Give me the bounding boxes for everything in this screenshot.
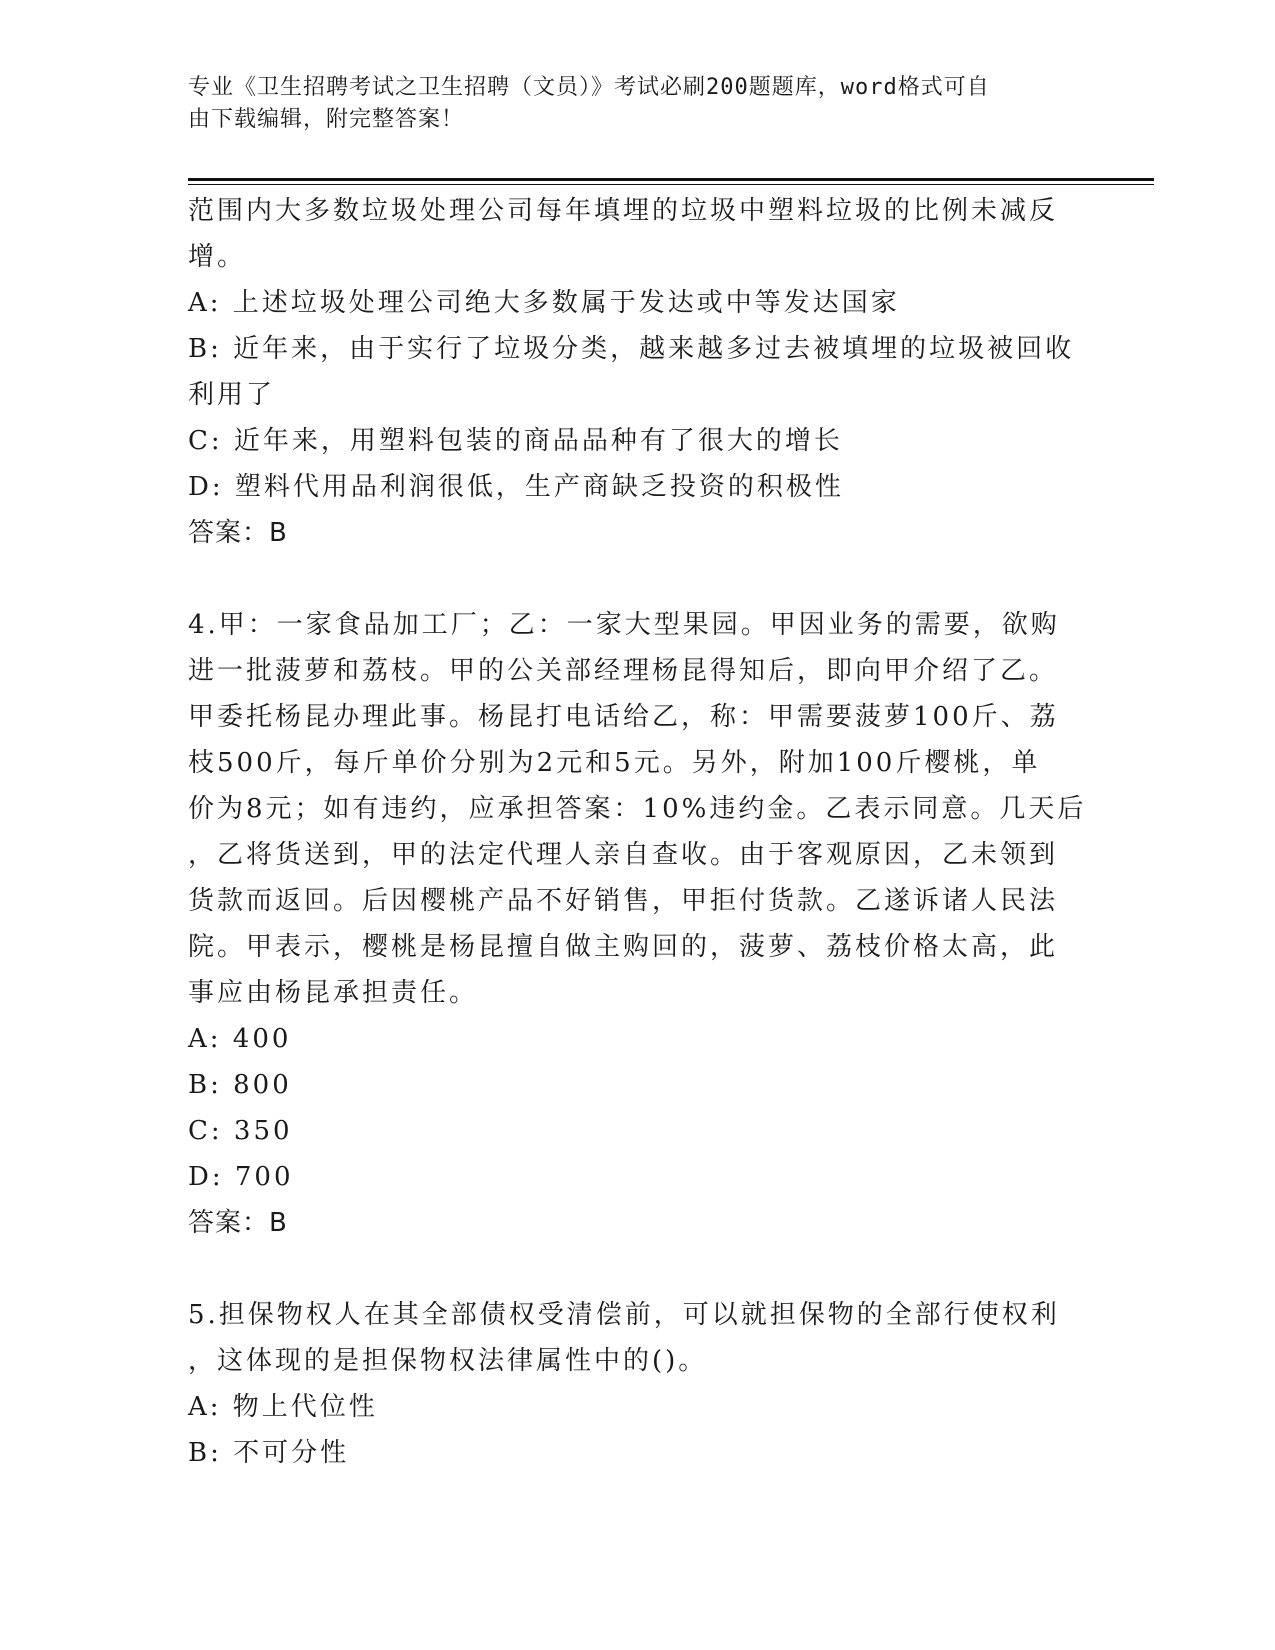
question-stem-line: 增。 <box>188 242 247 272</box>
question-stem-line: 进一批菠萝和荔枝。甲的公关部经理杨昆得知后，即向甲介绍了乙。 <box>188 656 1059 686</box>
question-stem-line: 货款而返回。后因樱桃产品不好销售，甲拒付货款。乙遂诉诸人民法 <box>188 886 1059 916</box>
question-stem-line: 范围内大多数垃圾处理公司每年填埋的垃圾中塑料垃圾的比例未减反 <box>188 196 1059 226</box>
option-d: D: 700 <box>188 1162 294 1192</box>
question-stem-line: 甲委托杨昆办理此事。杨昆打电话给乙，称：甲需要菠萝100斤、荔 <box>188 702 1059 732</box>
header-rule <box>188 178 1154 181</box>
question-stem-line: 5.担保物权人在其全部债权受清偿前，可以就担保物的全部行使权利 <box>188 1300 1060 1330</box>
option-c: C: 350 <box>188 1116 293 1146</box>
option-d: D: 塑料代用品利润很低，生产商缺乏投资的积极性 <box>188 472 844 502</box>
question-stem-line: 事应由杨昆承担责任。 <box>188 978 479 1008</box>
option-b: B: 不可分性 <box>188 1438 350 1468</box>
question-stem-line: 院。甲表示，樱桃是杨昆擅自做主购回的，菠萝、荔枝价格太高，此 <box>188 932 1059 962</box>
header-line: 由下载编辑，附完整答案！ <box>188 107 465 132</box>
question-stem-line: 枝500斤，每斤单价分别为2元和5元。另外，附加100斤樱桃，单 <box>188 748 1041 778</box>
answer-line: 答案：B <box>188 1208 288 1238</box>
document-body <box>188 188 1088 1476</box>
question-5 <box>188 1292 1088 1476</box>
option-b: B: 近年来，由于实行了垃圾分类，越来越多过去被填埋的垃圾被回收 <box>188 334 1075 364</box>
question-stem-line: ，这体现的是担保物权法律属性中的()。 <box>188 1346 708 1376</box>
spacer <box>188 556 1088 602</box>
option-c: C: 近年来，用塑料包装的商品品种有了很大的增长 <box>188 426 843 456</box>
question-stem-line: 价为8元；如有违约，应承担答案：10%违约金。乙表示同意。几天后 <box>188 794 1087 824</box>
option-b-continued: 利用了 <box>188 380 276 410</box>
option-a: A: 上述垃圾处理公司绝大多数属于发达或中等发达国家 <box>188 288 900 318</box>
question-stem-line: 4.甲：一家食品加工厂；乙：一家大型果园。甲因业务的需要，欲购 <box>188 610 1060 640</box>
question-4 <box>188 602 1088 1246</box>
option-a: A: 物上代位性 <box>188 1392 378 1422</box>
answer-line: 答案：B <box>188 518 288 548</box>
document-header <box>188 72 1068 136</box>
question-stem-line: ，乙将货送到，甲的法定代理人亲自查收。由于客观原因，乙未领到 <box>188 840 1059 870</box>
header-line: 专业《卫生招聘考试之卫生招聘（文员）》考试必刷200题题库，word格式可自 <box>188 75 990 100</box>
spacer <box>188 1246 1088 1292</box>
header-rule-thin <box>188 184 1154 185</box>
option-b: B: 800 <box>188 1070 292 1100</box>
question-3 <box>188 188 1088 556</box>
option-a: A: 400 <box>188 1024 292 1054</box>
